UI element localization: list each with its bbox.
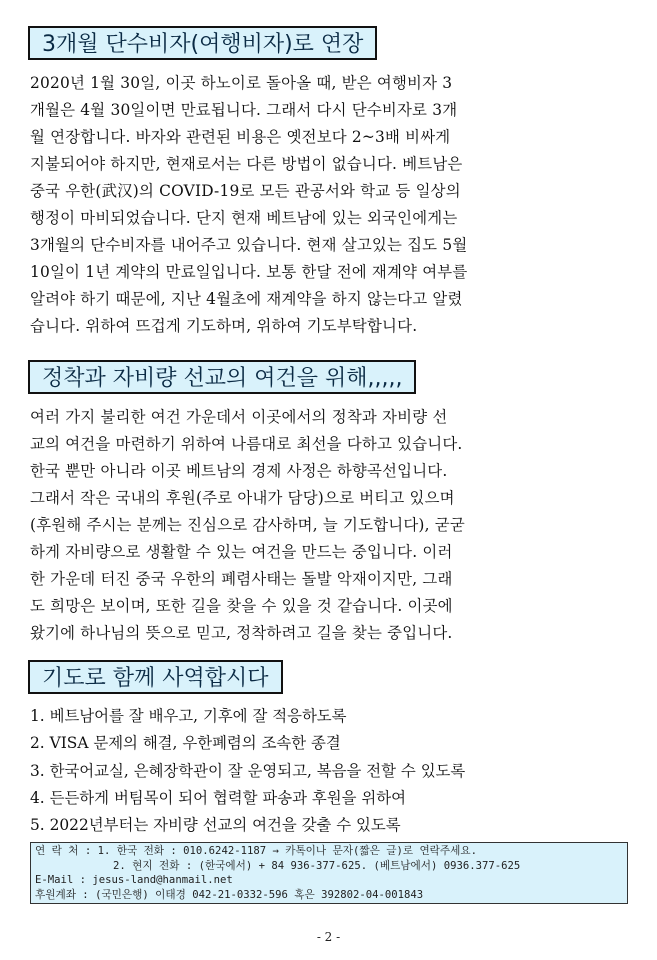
settlement-paragraph <box>30 404 627 647</box>
paragraph-line: 중국 우한(武汉)의 COVID-19로 모든 관공서와 학교 등 일상의 <box>30 182 461 200</box>
paragraph-line: 10일이 1년 계약의 만료일입니다. 보통 한달 전에 재계약 여부를 <box>30 263 468 281</box>
paragraph-line: 왔기에 하나님의 뜻으로 믿고, 정착하려고 길을 찾는 중입니다. <box>30 624 453 642</box>
contact-phone-korea: 연 락 처 : 1. 한국 전화 : 010.6242-1187 → 카톡이나 문자(짧은 글)로 연락주세요. <box>35 845 477 857</box>
prayer-item: 1. 베트남어를 잘 배우고, 기후에 잘 적응하도록 <box>30 707 347 725</box>
contact-phone-local: 2. 현지 전화 : (한국에서) + 84 936-377-625. (베트남에서) 0936.377-625 <box>113 859 521 872</box>
paragraph-line: 개월은 4월 30일이면 만료됩니다. 그래서 다시 단수비자로 3개 <box>30 101 458 119</box>
contact-email: E-Mail : jesus-land@hanmail.net <box>35 874 233 886</box>
paragraph-line: 도 희망은 보이며, 또한 길을 찾을 수 있을 것 같습니다. 이곳에 <box>30 597 453 615</box>
prayer-item: 4. 든든하게 버팀목이 되어 협력할 파송과 후원을 위하여 <box>30 788 407 807</box>
paragraph-line: 한 가운데 터진 중국 우한의 폐렴사태는 돌발 악재이지만, 그래 <box>30 570 453 588</box>
prayer-item: 5. 2022년부터는 자비량 선교의 여건을 갖출 수 있도록 <box>30 816 401 835</box>
prayer-list <box>30 703 630 839</box>
paragraph-line: 한국 뿐만 아니라 이곳 베트남의 경제 사정은 하향곡선입니다. <box>30 462 448 480</box>
paragraph-line: 월 연장합니다. 바자와 관련된 비용은 옛전보다 2~3배 비싸게 <box>30 128 451 146</box>
paragraph-line: 그래서 작은 국내의 후원(주로 아내가 담당)으로 버티고 있으며 <box>30 489 455 507</box>
paragraph-line: 지불되어야 하지만, 현재로서는 다른 방법이 없습니다. 베트남은 <box>30 155 463 173</box>
paragraph-line: 교의 여건을 마련하기 위하여 나름대로 최선을 다하고 있습니다. <box>30 435 463 453</box>
page-number: - 2 - <box>316 930 341 944</box>
paragraph-line: 2020년 1월 30일, 이곳 하노이로 돌아올 때, 받은 여행비자 3 <box>30 74 453 92</box>
contact-bank-account: 후원계좌 : (국민은행) 이태경 042-21-0332-596 혹은 392802-04-001843 <box>35 888 424 901</box>
paragraph-line: 알려야 하기 때문에, 지난 4월초에 재계약을 하지 않는다고 알렸 <box>30 290 463 308</box>
paragraph-line: 하게 자비량으로 생활할 수 있는 여건을 만드는 중입니다. 이러 <box>30 543 453 561</box>
contact-box <box>30 842 628 904</box>
paragraph-line: 3개월의 단수비자를 내어주고 있습니다. 현재 살고있는 집도 5월 <box>30 236 468 254</box>
prayer-item: 3. 한국어교실, 은혜장학관이 잘 운영되고, 복음을 전할 수 있도록 <box>30 761 466 780</box>
paragraph-line: 여러 가지 불리한 여건 가운데서 이곳에서의 정착과 자비량 선 <box>30 408 448 426</box>
paragraph-line: (후원해 주시는 분께는 진심으로 감사하며, 늘 기도합니다), 굳굳 <box>30 516 465 534</box>
section-title-prayer: 기도로 함께 사역합시다 <box>28 660 283 694</box>
visa-paragraph <box>30 70 627 340</box>
section-title-settlement: 정착과 자비량 선교의 여건을 위해,,,,, <box>28 360 416 394</box>
section-title-visa: 3개월 단수비자(여행비자)로 연장 <box>28 26 377 60</box>
prayer-item: 2. VISA 문제의 해결, 우한폐렴의 조속한 종결 <box>30 734 341 753</box>
paragraph-line: 습니다. 위하여 뜨겁게 기도하며, 위하여 기도부탁합니다. <box>30 317 418 335</box>
paragraph-line: 행정이 마비되었습니다. 단지 현재 베트남에 있는 외국인에게는 <box>30 209 458 227</box>
